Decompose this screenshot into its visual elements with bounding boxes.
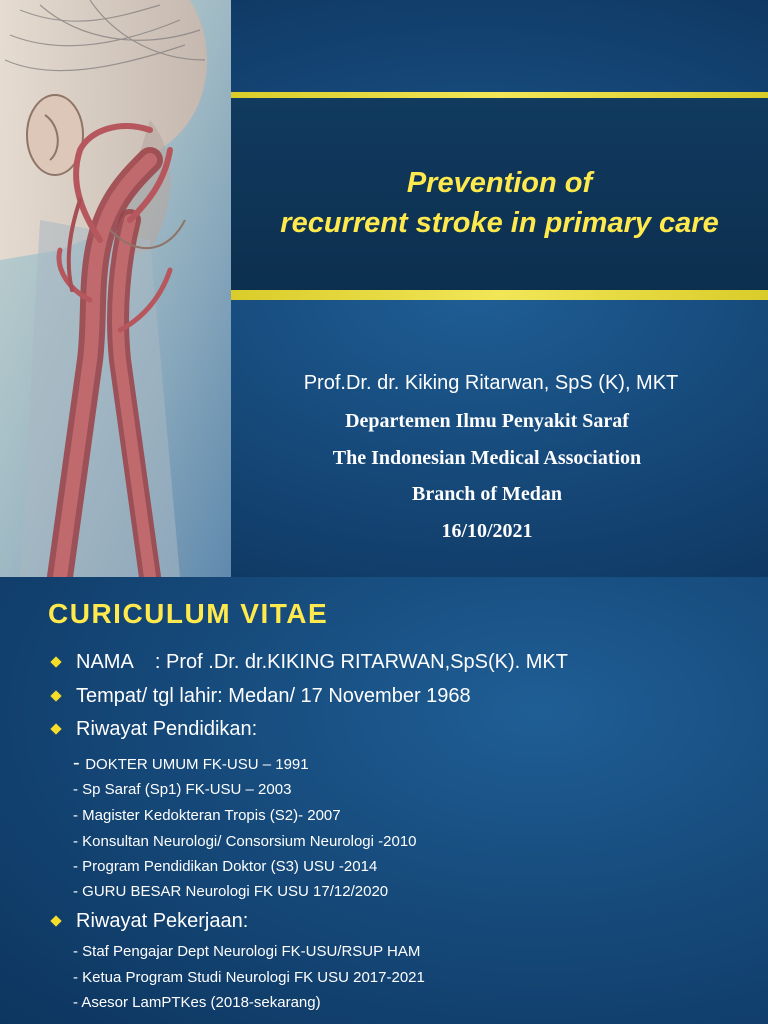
affiliation-department: Departemen Ilmu Penyakit Saraf (345, 410, 629, 432)
author-name: Prof.Dr. dr. Kiking Ritarwan, SpS (K), MKT (303, 372, 679, 394)
diamond-bullet-icon (50, 656, 61, 667)
pendidikan-item: - Sp Saraf (Sp1) FK-USU – 2003 (73, 781, 292, 798)
diamond-bullet-icon (50, 723, 61, 734)
pendidikan-item: - Program Pendidikan Doktor (S3) USU -2014 (73, 858, 378, 875)
cv-slide (0, 577, 768, 1024)
slide-title-line-1: Prevention of (406, 167, 593, 199)
anatomy-illustration (0, 0, 231, 577)
pekerjaan-item: - Staf Pengajar Dept Neurologi FK-USU/RSUP HAM (73, 943, 421, 960)
presentation-date: 16/10/2021 (441, 520, 533, 542)
gold-divider-bottom (231, 290, 768, 300)
pendidikan-item: - Konsultan Neurologi/ Consorsium Neurologi -2010 (73, 833, 417, 850)
affiliation-branch: Branch of Medan (412, 483, 562, 505)
slide-title-line-2: recurrent stroke in primary care (280, 207, 719, 239)
pekerjaan-item: - Ketua Program Studi Neurologi FK USU 2017-2021 (73, 969, 425, 986)
pendidikan-item-text: DOKTER UMUM FK-USU – 1991 (85, 756, 309, 773)
cv-title: CURICULUM VITAE (48, 598, 329, 629)
diamond-bullet-icon (50, 690, 61, 701)
pekerjaan-item: - Asesor LamPTKes (2018-sekarang) (73, 994, 321, 1011)
diamond-bullet-icon (50, 915, 61, 926)
pendidikan-item (73, 754, 309, 774)
bullet-text: Riwayat Pendidikan: (76, 718, 258, 740)
affiliation-association: The Indonesian Medical Association (332, 447, 642, 469)
pendidikan-item: - Magister Kedokteran Tropis (S2)- 2007 (73, 807, 341, 824)
pendidikan-dash: - (73, 752, 86, 774)
bullet-text: Riwayat Pekerjaan: (76, 910, 249, 932)
pendidikan-item: - GURU BESAR Neurologi FK USU 17/12/2020 (73, 883, 389, 900)
bullet-text: NAMA : Prof .Dr. dr.KIKING RITARWAN,SpS(K). MKT (76, 651, 568, 673)
bullet-text: Tempat/ tgl lahir: Medan/ 17 November 1968 (76, 685, 471, 707)
